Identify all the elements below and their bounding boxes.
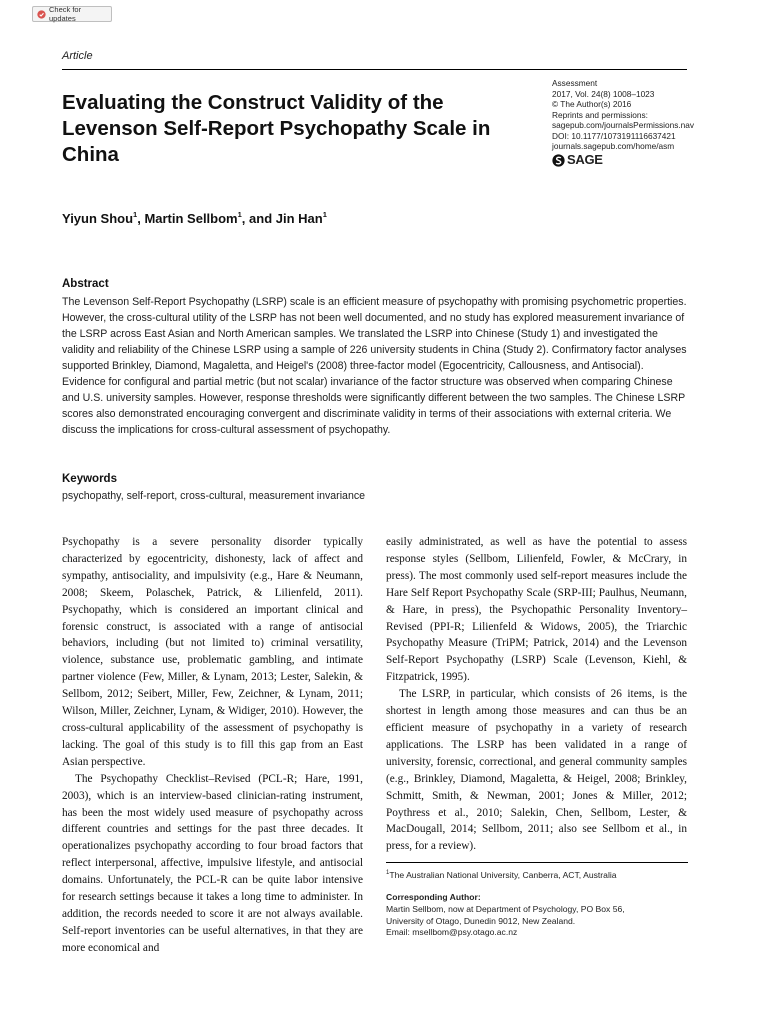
header-divider: [62, 69, 687, 70]
affiliation-mark: 1: [386, 870, 390, 876]
keywords-text: psychopathy, self-report, cross-cultural, measurement invariance: [62, 490, 366, 502]
permissions-link[interactable]: sagepub.com/journalsPermissions.nav: [552, 120, 695, 130]
author-separator: ,: [137, 211, 145, 226]
sage-logo: [552, 151, 732, 167]
corresponding-author: [386, 892, 688, 939]
author-separator: , and: [241, 211, 276, 226]
check-for-updates-label: Check for updates: [49, 5, 82, 23]
article-type-label: Article: [62, 50, 93, 62]
journal-home-link[interactable]: journals.sagepub.com/home/asm: [552, 141, 675, 151]
doi-link[interactable]: DOI: 10.1177/1073191116637421: [552, 130, 676, 141]
corresponding-address: Martin Sellbom, now at Department of Psychology, PO Box 56,: [386, 903, 625, 914]
journal-volume: 2017, Vol. 24(8) 1008–1023: [552, 88, 655, 99]
author-affiliation-mark: 1: [133, 210, 138, 219]
corresponding-email-link[interactable]: Email: msellbom@psy.otago.ac.nz: [386, 927, 518, 938]
corresponding-address: University of Otago, Dunedin 9012, New Zealand.: [386, 915, 576, 926]
affiliation-footnote: [386, 870, 688, 880]
body-column-left: [62, 534, 363, 957]
affiliation-text: The Australian National University, Canberra, ACT, Australia: [389, 870, 617, 880]
body-paragraph: Psychopathy is a severe personality disorder typically characterized by egocentricity, dishonesty, lack of affect and sympathy, antisociality, and impulsivity (e.g., Hare & Neumann, 2008; Skeem, Polaschek, Patrick, & Lilienfeld, 2011). Psychopathy, which is considered an important clinical and forensic construct, is associated with a range of antisocial behaviors, including (but not limited to) criminal versatility, violence, substance use, problematic gambling, and intimate partner violence (Few, Miller, & Lynam, 2013; Lester, Salekin, & Sellbom, 2012; Seibert, Miller, Few, Zeichner, & Lynam, 2011; Wilson, Miller, Zeichner, Lynam, & Widiger, 2010). However, the cross-cultural applicability of the assessment of psychopathy is lacking. The goal of this study is to fill this gap from an East Asian perspective.: [62, 536, 363, 768]
reprints-line: Reprints and permissions:: [552, 109, 648, 120]
author-name: Jin Han: [275, 211, 323, 226]
paper-title: Evaluating the Construct Validity of the Levenson Self-Report Psychopathy Scale in China: [62, 91, 491, 166]
sage-mark-icon: [552, 154, 565, 167]
body-paragraph: The LSRP, in particular, which consists of 26 items, is the shortest in length among those measures and can thus be an efficient measure of psychopathy in a variety of research applications. The LSRP has been validated in a range of university, forensic, correctional, and general community samples (e.g., Brinkley, Diamond, Magaletta, & Heigel, 2008; Brinkley, Schmitt, Smith, & Newman, 2001; Jones & Miller, 2012; Poythress et al., 2010; Salekin, Chen, Sellbom, Lester, & MacDougall, 2014; Sellbom, 2011; also see Sellbom et al., in press, for a review).: [386, 688, 687, 853]
update-check-icon: [37, 10, 46, 19]
body-column-right: [386, 534, 687, 855]
abstract-heading: Abstract: [62, 278, 109, 290]
corresponding-author-heading: Corresponding Author:: [386, 892, 481, 902]
author-affiliation-mark: 1: [237, 210, 242, 219]
author-list: [62, 210, 327, 226]
body-paragraph: The Psychopathy Checklist–Revised (PCL-R; Hare, 1991, 2003), which is an interview-based clinician-rating instrument, has been the most widely used measure of psychopathy across different countries and settings for the past three decades. It operationalizes psychopathy according to four broad factors that reflect interpersonal, affective, impulsive lifestyle, and antisocial domains. Unfortunately, the PCL-R can be quite labor intensive for research settings because it takes a long time to administer. In addition, the records needed to score it are not always available. Self-report inventories can be useful alternatives, in that they are more economical and: [62, 772, 363, 954]
copyright-line: © The Author(s) 2016: [552, 99, 632, 109]
journal-info: [552, 78, 732, 167]
keywords-heading: Keywords: [62, 473, 117, 485]
journal-name: Assessment: [552, 78, 598, 88]
check-for-updates-button[interactable]: [32, 6, 112, 22]
author-affiliation-mark: 1: [322, 210, 327, 219]
footnote-divider: [386, 862, 688, 863]
author-name: Yiyun Shou: [62, 211, 134, 226]
author-name: Martin Sellbom: [144, 211, 238, 226]
sage-wordmark: SAGE: [567, 151, 603, 167]
abstract-text: The Levenson Self-Report Psychopathy (LSRP) scale is an efficient measure of psychopathy with promising psychometric properties. However, the cross-cultural utility of the LSRP has not been well documented, and no study has explored measurement invariance of the LSRP across East Asian and North American samples. We translated the LSRP into Chinese (Study 1) and investigated the validity and reliability of the Chinese LSRP using a sample of 226 university students in China (Study 2). Confirmatory factor analyses supported Brinkley, Diamond, Magaletta, and Heigel's (2008) three-factor model (Egocentricity, Callousness, and Antisocial). Evidence for configural and partial metric (but not scalar) invariance of the factor structure was observed when comparing Chinese and U.S. university samples. However, response thresholds were significantly different between the two samples. The Chinese LSRP scores also demonstrated encouraging convergent and discriminate validity in terms of their associations with external criteria. We discuss the implications for cross-cultural assessment of psychopathy.: [62, 296, 687, 436]
body-paragraph: easily administrated, as well as have the potential to assess response styles (Sellbom, Lilienfeld, Fowler, & McCrary, in press). The most commonly used self-report measures include the Hare Self Report Psychopathy Scale (SRP-III; Paulhus, Neumann, & Hare, in press), the Psychopathic Personality Inventory–Revised (PPI-R; Lilienfeld & Widows, 2005), the Triarchic Psychopathy Measure (TriPM; Patrick, 2014) and the Levenson Self-Report Psychopathy (LSRP) Scale (Levenson, Kiehl, & Fitzpatrick, 1995).: [386, 536, 687, 684]
